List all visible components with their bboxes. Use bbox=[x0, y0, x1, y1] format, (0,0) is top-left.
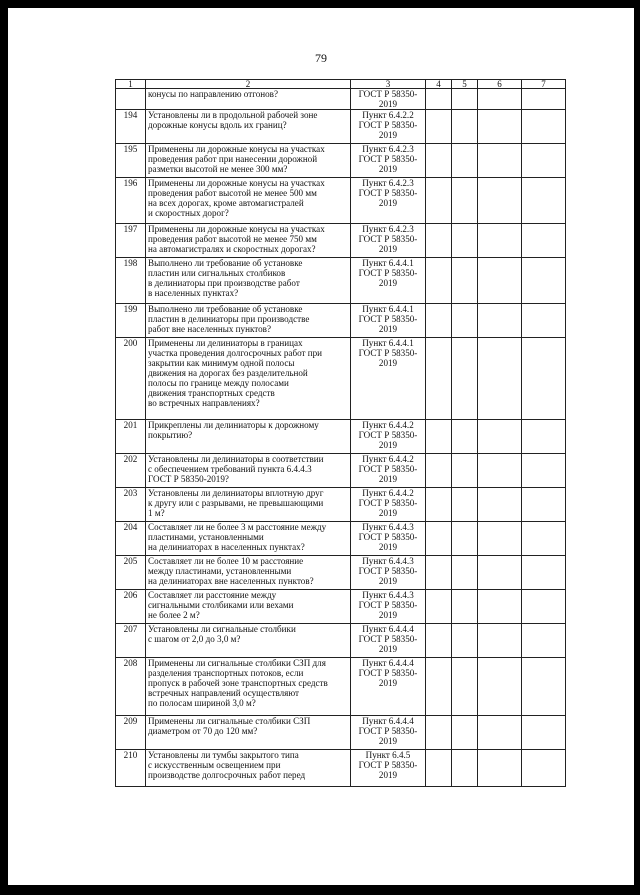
question-cell: Установлены ли тумбы закрытого типа с искусственным освещением при производстве долгосрочных работ перед bbox=[146, 750, 351, 787]
reference-cell: Пункт 6.4.4.4 ГОСТ Р 58350- 2019 bbox=[351, 624, 426, 658]
empty-cell bbox=[452, 258, 478, 304]
reference-cell: Пункт 6.4.2.3 ГОСТ Р 58350- 2019 bbox=[351, 178, 426, 224]
row-number-cell: 209 bbox=[116, 716, 146, 750]
empty-cell bbox=[452, 658, 478, 716]
row-number-cell: 198 bbox=[116, 258, 146, 304]
header-cell: 1 bbox=[116, 80, 146, 89]
header-cell: 4 bbox=[426, 80, 452, 89]
empty-cell bbox=[478, 224, 522, 258]
reference-cell: Пункт 6.4.4.2 ГОСТ Р 58350- 2019 bbox=[351, 488, 426, 522]
table-row bbox=[116, 454, 566, 488]
empty-cell bbox=[426, 420, 452, 454]
empty-cell bbox=[426, 488, 452, 522]
question-cell: Применены ли делиниаторы в границах участка проведения долгосрочных работ при закрытии как минимум одной полосы движения на дорогах без разделительной полосы по границе между полосами движения транспортных средств во встречных направлениях? bbox=[146, 338, 351, 420]
empty-cell bbox=[452, 624, 478, 658]
table-header-row bbox=[116, 80, 566, 89]
header-cell: 5 bbox=[452, 80, 478, 89]
empty-cell bbox=[522, 488, 566, 522]
header-cell: 2 bbox=[146, 80, 351, 89]
table-row bbox=[116, 522, 566, 556]
question-cell: Выполнено ли требование об установке пластин в делиниаторы при производстве работ вне населенных пунктов? bbox=[146, 304, 351, 338]
empty-cell bbox=[522, 454, 566, 488]
table-row bbox=[116, 716, 566, 750]
empty-cell bbox=[478, 750, 522, 787]
empty-cell bbox=[522, 178, 566, 224]
empty-cell bbox=[426, 89, 452, 110]
reference-cell: Пункт 6.4.4.4 ГОСТ Р 58350- 2019 bbox=[351, 716, 426, 750]
empty-cell bbox=[478, 178, 522, 224]
reference-cell: Пункт 6.4.4.4 ГОСТ Р 58350- 2019 bbox=[351, 658, 426, 716]
table-body bbox=[116, 89, 566, 787]
question-cell: Составляет ли не более 10 м расстояние между пластинами, установленными на делиниаторах вне населенных пунктов? bbox=[146, 556, 351, 590]
empty-cell bbox=[522, 522, 566, 556]
empty-cell bbox=[522, 144, 566, 178]
table-row bbox=[116, 89, 566, 110]
empty-cell bbox=[522, 624, 566, 658]
empty-cell bbox=[426, 304, 452, 338]
empty-cell bbox=[522, 338, 566, 420]
page-number: 79 bbox=[315, 51, 327, 65]
empty-cell bbox=[426, 144, 452, 178]
table-row bbox=[116, 144, 566, 178]
empty-cell bbox=[452, 488, 478, 522]
table-row bbox=[116, 624, 566, 658]
reference-cell: Пункт 6.4.4.1 ГОСТ Р 58350- 2019 bbox=[351, 338, 426, 420]
empty-cell bbox=[426, 258, 452, 304]
row-number-cell: 204 bbox=[116, 522, 146, 556]
reference-cell: ГОСТ Р 58350- 2019 bbox=[351, 89, 426, 110]
table-row bbox=[116, 178, 566, 224]
row-number-cell: 199 bbox=[116, 304, 146, 338]
question-cell: Применены ли дорожные конусы на участках проведения работ высотой не менее 500 мм на всех дорогах, кроме автомагистралей и скоростных дорог? bbox=[146, 178, 351, 224]
row-number-cell: 203 bbox=[116, 488, 146, 522]
empty-cell bbox=[478, 144, 522, 178]
reference-cell: Пункт 6.4.4.1 ГОСТ Р 58350- 2019 bbox=[351, 258, 426, 304]
table-row bbox=[116, 338, 566, 420]
empty-cell bbox=[478, 110, 522, 144]
empty-cell bbox=[522, 658, 566, 716]
empty-cell bbox=[522, 258, 566, 304]
empty-cell bbox=[478, 420, 522, 454]
empty-cell bbox=[478, 522, 522, 556]
empty-cell bbox=[452, 522, 478, 556]
reference-cell: Пункт 6.4.4.3 ГОСТ Р 58350- 2019 bbox=[351, 522, 426, 556]
table-row bbox=[116, 488, 566, 522]
header-cell: 6 bbox=[478, 80, 522, 89]
row-number-cell: 206 bbox=[116, 590, 146, 624]
empty-cell bbox=[426, 178, 452, 224]
row-number-cell: 201 bbox=[116, 420, 146, 454]
question-cell: Установлены ли делиниаторы вплотную друг к другу или с разрывами, не превышающими 1 м? bbox=[146, 488, 351, 522]
reference-cell: Пункт 6.4.4.3 ГОСТ Р 58350- 2019 bbox=[351, 556, 426, 590]
empty-cell bbox=[522, 420, 566, 454]
empty-cell bbox=[452, 178, 478, 224]
checklist-table bbox=[115, 79, 566, 787]
table-row bbox=[116, 258, 566, 304]
empty-cell bbox=[426, 338, 452, 420]
question-cell: Установлены ли делиниаторы в соответствии с обеспечением требований пункта 6.4.4.3 ГОСТ Р 58350-2019? bbox=[146, 454, 351, 488]
table-row bbox=[116, 224, 566, 258]
question-cell: Применены ли сигнальные столбики СЗП для разделения транспортных потоков, если пропуск в рабочей зоне транспортных средств встречных направлений осуществляют по полосам шириной 3,0 м? bbox=[146, 658, 351, 716]
empty-cell bbox=[522, 304, 566, 338]
document-page bbox=[8, 8, 634, 885]
header-cell: 7 bbox=[522, 80, 566, 89]
question-cell: Применены ли дорожные конусы на участках проведения работ при нанесении дорожной разметки высотой не менее 300 мм? bbox=[146, 144, 351, 178]
empty-cell bbox=[478, 304, 522, 338]
empty-cell bbox=[478, 488, 522, 522]
empty-cell bbox=[522, 556, 566, 590]
empty-cell bbox=[452, 89, 478, 110]
row-number-cell: 210 bbox=[116, 750, 146, 787]
empty-cell bbox=[426, 590, 452, 624]
empty-cell bbox=[478, 658, 522, 716]
question-cell: Прикреплены ли делиниаторы к дорожному покрытию? bbox=[146, 420, 351, 454]
empty-cell bbox=[426, 522, 452, 556]
empty-cell bbox=[426, 556, 452, 590]
row-number-cell: 207 bbox=[116, 624, 146, 658]
empty-cell bbox=[478, 556, 522, 590]
question-cell: Установлены ли сигнальные столбики с шагом от 2,0 до 3,0 м? bbox=[146, 624, 351, 658]
row-number-cell: 202 bbox=[116, 454, 146, 488]
row-number-cell: 196 bbox=[116, 178, 146, 224]
table-row bbox=[116, 750, 566, 787]
empty-cell bbox=[452, 420, 478, 454]
empty-cell bbox=[426, 658, 452, 716]
empty-cell bbox=[426, 454, 452, 488]
empty-cell bbox=[478, 89, 522, 110]
row-number-cell: 194 bbox=[116, 110, 146, 144]
empty-cell bbox=[478, 716, 522, 750]
reference-cell: Пункт 6.4.4.2 ГОСТ Р 58350- 2019 bbox=[351, 454, 426, 488]
question-cell: Установлены ли в продольной рабочей зоне дорожные конусы вдоль их границ? bbox=[146, 110, 351, 144]
table-row bbox=[116, 110, 566, 144]
empty-cell bbox=[452, 454, 478, 488]
row-number-cell: 205 bbox=[116, 556, 146, 590]
table-row bbox=[116, 556, 566, 590]
empty-cell bbox=[522, 750, 566, 787]
table-row bbox=[116, 590, 566, 624]
header-cell: 3 bbox=[351, 80, 426, 89]
table-row bbox=[116, 658, 566, 716]
question-cell: Применены ли сигнальные столбики СЗП диаметром от 70 до 120 мм? bbox=[146, 716, 351, 750]
empty-cell bbox=[426, 110, 452, 144]
empty-cell bbox=[478, 590, 522, 624]
row-number-cell: 197 bbox=[116, 224, 146, 258]
reference-cell: Пункт 6.4.4.2 ГОСТ Р 58350- 2019 bbox=[351, 420, 426, 454]
empty-cell bbox=[426, 750, 452, 787]
empty-cell bbox=[452, 716, 478, 750]
empty-cell bbox=[452, 304, 478, 338]
reference-cell: Пункт 6.4.5 ГОСТ Р 58350- 2019 bbox=[351, 750, 426, 787]
row-number-cell bbox=[116, 89, 146, 110]
empty-cell bbox=[452, 224, 478, 258]
empty-cell bbox=[452, 110, 478, 144]
empty-cell bbox=[452, 750, 478, 787]
reference-cell: Пункт 6.4.4.3 ГОСТ Р 58350- 2019 bbox=[351, 590, 426, 624]
empty-cell bbox=[452, 144, 478, 178]
empty-cell bbox=[478, 624, 522, 658]
empty-cell bbox=[426, 716, 452, 750]
reference-cell: Пункт 6.4.2.3 ГОСТ Р 58350- 2019 bbox=[351, 144, 426, 178]
question-cell: Применены ли дорожные конусы на участках проведения работ высотой не менее 750 мм на автомагистралях и скоростных дорогах? bbox=[146, 224, 351, 258]
question-cell: Составляет ли расстояние между сигнальными столбиками или вехами не более 2 м? bbox=[146, 590, 351, 624]
empty-cell bbox=[426, 224, 452, 258]
empty-cell bbox=[452, 338, 478, 420]
row-number-cell: 208 bbox=[116, 658, 146, 716]
empty-cell bbox=[452, 556, 478, 590]
empty-cell bbox=[522, 110, 566, 144]
empty-cell bbox=[478, 338, 522, 420]
table-row bbox=[116, 304, 566, 338]
question-cell: конусы по направлению отгонов? bbox=[146, 89, 351, 110]
empty-cell bbox=[522, 590, 566, 624]
empty-cell bbox=[522, 716, 566, 750]
empty-cell bbox=[522, 89, 566, 110]
empty-cell bbox=[426, 624, 452, 658]
row-number-cell: 200 bbox=[116, 338, 146, 420]
reference-cell: Пункт 6.4.2.3 ГОСТ Р 58350- 2019 bbox=[351, 224, 426, 258]
reference-cell: Пункт 6.4.4.1 ГОСТ Р 58350- 2019 bbox=[351, 304, 426, 338]
empty-cell bbox=[522, 224, 566, 258]
question-cell: Выполнено ли требование об установке пластин или сигнальных столбиков в делиниаторы при производстве работ в населенных пунктах? bbox=[146, 258, 351, 304]
empty-cell bbox=[452, 590, 478, 624]
row-number-cell: 195 bbox=[116, 144, 146, 178]
question-cell: Составляет ли не более 3 м расстояние между пластинами, установленными на делиниаторах в населенных пунктах? bbox=[146, 522, 351, 556]
empty-cell bbox=[478, 258, 522, 304]
table-row bbox=[116, 420, 566, 454]
reference-cell: Пункт 6.4.2.2 ГОСТ Р 58350- 2019 bbox=[351, 110, 426, 144]
empty-cell bbox=[478, 454, 522, 488]
